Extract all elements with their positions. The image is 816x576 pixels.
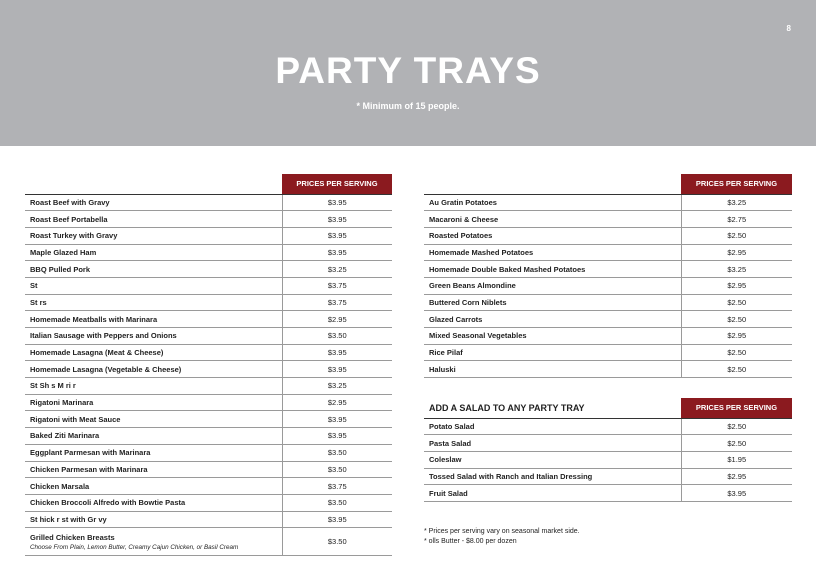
menu-item-price: $2.50 xyxy=(681,227,792,244)
table-row xyxy=(25,244,392,261)
salad-table xyxy=(424,398,792,502)
menu-item-note: Choose From Plain, Lemon Butter, Creamy Cajun Chicken, or Basil Cream xyxy=(30,543,239,551)
menu-item-price: $3.95 xyxy=(282,211,392,228)
menu-item-price: $3.95 xyxy=(282,428,392,445)
menu-item-price: $3.95 xyxy=(282,244,392,261)
table-row xyxy=(25,311,392,328)
menu-item-price: $2.95 xyxy=(681,468,792,485)
salad-heading: ADD A SALAD TO ANY PARTY TRAY xyxy=(424,398,681,418)
footnotes xyxy=(424,527,580,547)
menu-item-price: $2.50 xyxy=(681,311,792,328)
table-row xyxy=(25,411,392,428)
menu-item-name: Rice Pilaf xyxy=(424,344,681,361)
table-row xyxy=(424,261,792,278)
menu-item-price: $3.50 xyxy=(282,494,392,511)
menu-item-price: $2.50 xyxy=(681,361,792,378)
menu-item-price: $3.75 xyxy=(282,277,392,294)
sides-table xyxy=(424,174,792,378)
table-row xyxy=(25,478,392,495)
menu-item-title: Grilled Chicken Breasts xyxy=(30,532,115,542)
table-row xyxy=(424,244,792,261)
table-header-row xyxy=(25,174,392,194)
menu-item-price: $3.95 xyxy=(282,344,392,361)
table-row xyxy=(424,311,792,328)
menu-item-name: Macaroni & Cheese xyxy=(424,211,681,228)
table-header-row xyxy=(424,174,792,194)
table-row xyxy=(25,328,392,345)
price-column-header: PRICES PER SERVING xyxy=(681,174,792,194)
menu-item-name: Roasted Potatoes xyxy=(424,227,681,244)
menu-item-price: $3.50 xyxy=(282,444,392,461)
menu-item-name: Homemade Meatballs with Marinara xyxy=(25,311,282,328)
menu-item-price: $3.50 xyxy=(282,328,392,345)
menu-item-name: Italian Sausage with Peppers and Onions xyxy=(25,328,282,345)
menu-item-price: $2.50 xyxy=(681,418,792,435)
page-header xyxy=(0,0,816,146)
price-column-header: PRICES PER SERVING xyxy=(282,174,392,194)
page-subtitle: * Minimum of 15 people. xyxy=(356,101,460,111)
menu-item-price: $3.95 xyxy=(282,511,392,528)
table-row xyxy=(424,361,792,378)
menu-item-name: Homemade Lasagna (Meat & Cheese) xyxy=(25,344,282,361)
table-row xyxy=(25,394,392,411)
table-header-row xyxy=(424,398,792,418)
menu-item-name: Au Gratin Potatoes xyxy=(424,194,681,211)
table-row xyxy=(25,277,392,294)
menu-item-name: Fruit Salad xyxy=(424,485,681,502)
menu-item-name: Mixed Seasonal Vegetables xyxy=(424,328,681,345)
menu-item-name: Rigatoni Marinara xyxy=(25,394,282,411)
menu-item-price: $3.50 xyxy=(282,528,392,556)
table-row xyxy=(424,277,792,294)
menu-item-name: Homemade Double Baked Mashed Potatoes xyxy=(424,261,681,278)
menu-item-name: BBQ Pulled Pork xyxy=(25,261,282,278)
menu-item-name: Chicken Parmesan with Marinara xyxy=(25,461,282,478)
table-row xyxy=(424,435,792,452)
menu-item-price: $3.25 xyxy=(282,378,392,395)
menu-item-price: $2.50 xyxy=(681,294,792,311)
menu-item-price: $2.95 xyxy=(282,311,392,328)
table-row xyxy=(25,461,392,478)
menu-item-price: $3.75 xyxy=(282,478,392,495)
page-title: PARTY TRAYS xyxy=(275,50,541,91)
table-row xyxy=(25,444,392,461)
table-row xyxy=(424,468,792,485)
menu-item-price: $3.95 xyxy=(282,194,392,211)
menu-item-price: $3.50 xyxy=(282,461,392,478)
menu-item-price: $3.25 xyxy=(282,261,392,278)
menu-item-price: $2.95 xyxy=(681,244,792,261)
menu-item-name xyxy=(25,528,282,556)
table-row xyxy=(424,328,792,345)
menu-item-price: $3.95 xyxy=(282,227,392,244)
table-row xyxy=(424,211,792,228)
price-column-header: PRICES PER SERVING xyxy=(681,398,792,418)
table-row xyxy=(424,418,792,435)
menu-item-name: Maple Glazed Ham xyxy=(25,244,282,261)
menu-item-name: Roast Turkey with Gravy xyxy=(25,227,282,244)
menu-item-price: $3.95 xyxy=(681,485,792,502)
menu-item-name: St rs xyxy=(25,294,282,311)
table-row xyxy=(424,451,792,468)
page-number: 8 xyxy=(786,24,791,33)
menu-item-name: St hick r st with Gr vy xyxy=(25,511,282,528)
menu-item-price: $3.75 xyxy=(282,294,392,311)
menu-item-price: $1.95 xyxy=(681,451,792,468)
footnote-prices: * Prices per serving vary on seasonal market side. xyxy=(424,528,580,535)
menu-item-name: Buttered Corn Niblets xyxy=(424,294,681,311)
menu-item-price: $3.25 xyxy=(681,194,792,211)
table-row xyxy=(424,294,792,311)
table-row xyxy=(25,361,392,378)
table-row xyxy=(25,494,392,511)
menu-item-name: Roast Beef Portabella xyxy=(25,211,282,228)
table-row xyxy=(25,211,392,228)
menu-item-name: St xyxy=(25,277,282,294)
menu-item-price: $2.75 xyxy=(681,211,792,228)
table-row xyxy=(424,194,792,211)
table-row xyxy=(25,194,392,211)
table-row xyxy=(424,227,792,244)
table-row xyxy=(424,485,792,502)
table-row xyxy=(25,378,392,395)
table-row xyxy=(25,528,392,556)
menu-item-price: $3.95 xyxy=(282,411,392,428)
table-row xyxy=(25,261,392,278)
footnote-rolls: * olls Butter - $8.00 per dozen xyxy=(424,538,517,545)
table-row xyxy=(25,428,392,445)
table-row xyxy=(25,511,392,528)
menu-item-name: Pasta Salad xyxy=(424,435,681,452)
header-spacer xyxy=(424,174,681,194)
menu-item-name: Homemade Mashed Potatoes xyxy=(424,244,681,261)
menu-item-name: Tossed Salad with Ranch and Italian Dressing xyxy=(424,468,681,485)
menu-item-name: Rigatoni with Meat Sauce xyxy=(25,411,282,428)
menu-item-name: St Sh s M ri r xyxy=(25,378,282,395)
header-spacer xyxy=(25,174,282,194)
menu-item-name: Baked Ziti Marinara xyxy=(25,428,282,445)
menu-item-name: Homemade Lasagna (Vegetable & Cheese) xyxy=(25,361,282,378)
menu-item-price: $3.95 xyxy=(282,361,392,378)
menu-item-name: Coleslaw xyxy=(424,451,681,468)
menu-item-name: Chicken Broccoli Alfredo with Bowtie Pasta xyxy=(25,494,282,511)
menu-item-name: Roast Beef with Gravy xyxy=(25,194,282,211)
menu-item-name: Glazed Carrots xyxy=(424,311,681,328)
menu-item-price: $2.50 xyxy=(681,435,792,452)
menu-item-name: Eggplant Parmesan with Marinara xyxy=(25,444,282,461)
menu-item-name: Potato Salad xyxy=(424,418,681,435)
menu-item-price: $2.95 xyxy=(282,394,392,411)
menu-item-price: $2.95 xyxy=(681,328,792,345)
table-row xyxy=(424,344,792,361)
menu-item-price: $2.50 xyxy=(681,344,792,361)
table-row xyxy=(25,227,392,244)
entrees-table xyxy=(25,174,392,556)
table-row xyxy=(25,344,392,361)
menu-item-name: Chicken Marsala xyxy=(25,478,282,495)
menu-item-name: Green Beans Almondine xyxy=(424,277,681,294)
menu-item-price: $3.25 xyxy=(681,261,792,278)
menu-item-name: Haluski xyxy=(424,361,681,378)
menu-item-price: $2.95 xyxy=(681,277,792,294)
table-row xyxy=(25,294,392,311)
